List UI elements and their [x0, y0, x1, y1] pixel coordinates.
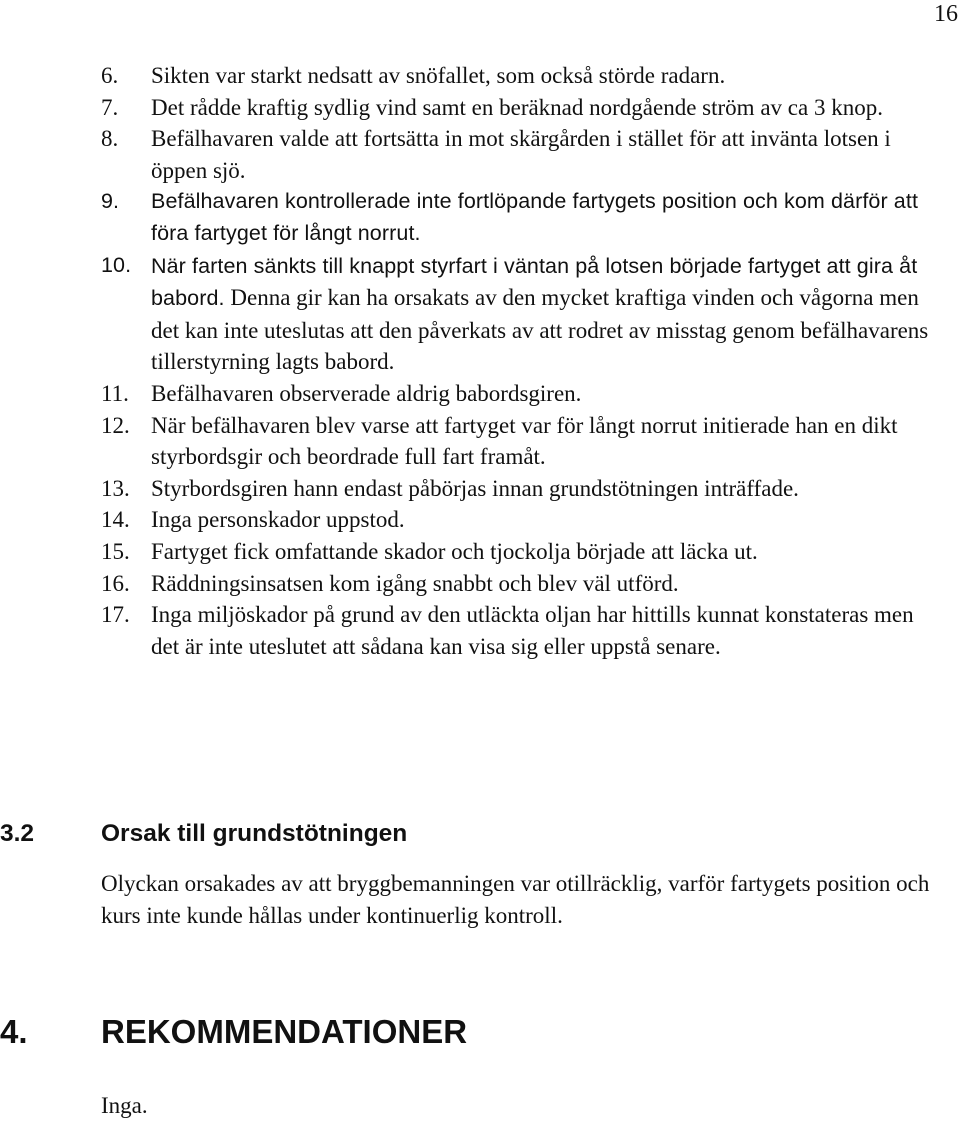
section-4-body: Inga. — [101, 1093, 148, 1118]
list-item-number: 12. — [101, 412, 130, 438]
list-item-number: 13. — [101, 475, 130, 501]
list-item — [101, 250, 946, 378]
section-number: 3.2 — [0, 820, 35, 847]
list-item-number: 11. — [101, 380, 129, 406]
list-item-text: Styrbordsgiren hann endast påbörjas innan grundstötningen inträffade. — [151, 475, 799, 501]
section-3-2-body: Olyckan orsakades av att bryggbemanningen var otillräcklig, varför fartygets position och kurs inte kunde hållas under kontinuerlig kontroll. — [101, 871, 930, 928]
list-item-text: Sikten var starkt nedsatt av snöfallet, som också störde radarn. — [151, 63, 726, 88]
list-item — [101, 599, 946, 662]
list-item-text: Fartyget fick omfattande skador och tjockolja började att läcka ut. — [151, 538, 758, 564]
list-item — [101, 504, 946, 536]
list-item — [101, 378, 946, 410]
list-item — [101, 473, 946, 505]
page-number: 16 — [934, 1, 958, 27]
list-item-number: 15. — [101, 538, 130, 564]
list-item-text: När befälhavaren blev varse att fartyget var för långt norrut initierade han en dikt styrbordsgir och beordrade full fart framåt. — [151, 412, 898, 470]
list-item-text: Det rådde kraftig sydlig vind samt en beräknad nordgående ström av ca 3 knop. — [151, 94, 883, 120]
list-item-text: När farten sänkts till knappt styrfart i väntan på lotsen började fartyget att gira åt babord. — [151, 253, 918, 311]
list-item-number: 17. — [101, 602, 130, 628]
list-item-number: 16. — [101, 570, 130, 596]
section-title: Orsak till grundstötningen — [101, 820, 408, 847]
list-item-number: 6. — [101, 63, 119, 88]
list-item — [101, 536, 946, 568]
list-item-text: Inga miljöskador på grund av den utläckta oljan har hittills kunnat konstateras men det är inte uteslutet att sådana kan visa sig eller uppstå senare. — [151, 602, 914, 659]
list-item — [101, 123, 946, 186]
list-item — [101, 410, 946, 473]
list-item-text: Befälhavaren observerade aldrig babordsgiren. — [151, 380, 582, 406]
list-item-text: Räddningsinsatsen kom igång snabbt och blev väl utförd. — [151, 570, 679, 596]
list-item — [101, 568, 946, 600]
list-item-number: 10. — [101, 252, 132, 277]
section-number: 4. — [0, 1013, 28, 1050]
list-item-text-continued: Denna gir kan ha orsakats av den mycket kraftiga vinden och vågorna men det kan inte uteslutas att den påverkats av att rodret av misstag genom befälhavarens tillerstyrning lagts babord. — [151, 285, 929, 375]
list-item-number: 14. — [101, 507, 130, 533]
list-item — [101, 60, 946, 92]
list-item-text: Befälhavaren valde att fortsätta in mot skärgården i stället för att invänta lotsen i öppen sjö. — [151, 126, 891, 183]
list-item-text: Befälhavaren kontrollerade inte fortlöpande fartygets position och kom därför att föra fartyget för långt norrut. — [151, 189, 919, 245]
list-item-number: 7. — [101, 94, 119, 120]
list-item — [101, 92, 946, 124]
list-item-number: 8. — [101, 126, 119, 152]
section-title: REKOMMENDATIONER — [101, 1013, 468, 1050]
list-item-number: 9. — [101, 189, 120, 214]
list-item-text: Inga personskador uppstod. — [151, 507, 405, 533]
findings-list — [101, 60, 946, 662]
list-item — [101, 186, 946, 249]
